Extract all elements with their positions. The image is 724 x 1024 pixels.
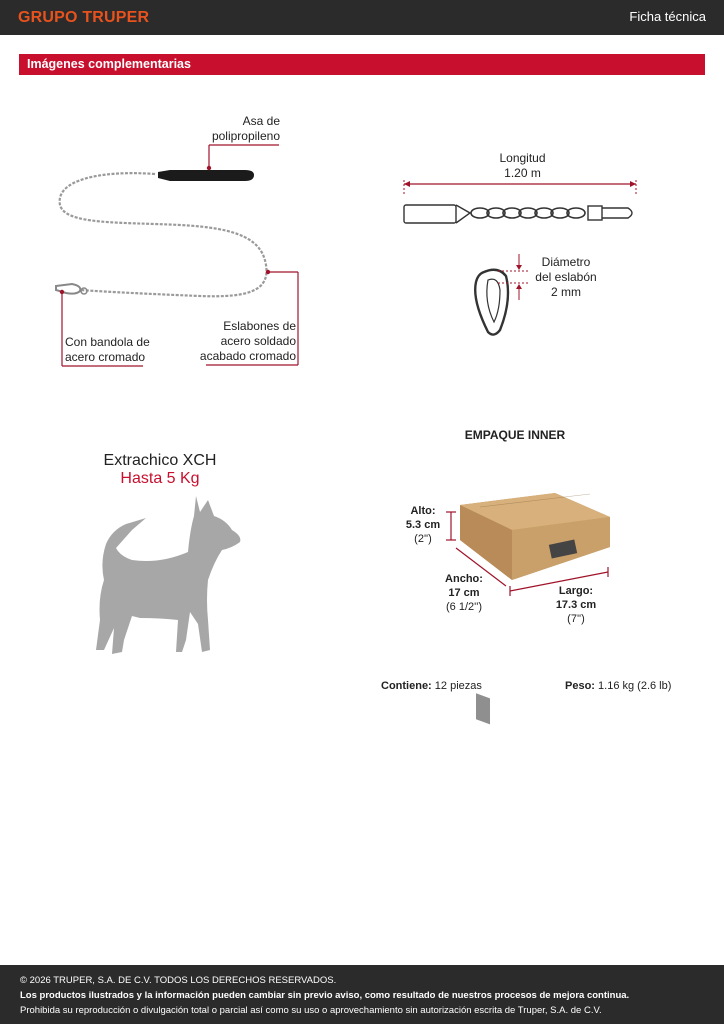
footer-copyright: © 2026 TRUPER, S.A. DE C.V. TODOS LOS DERECHOS RESERVADOS.: [20, 975, 337, 986]
contains-info: Contiene: 12 piezas: [381, 680, 482, 692]
clip-label: Con bandola de acero cromado: [65, 335, 150, 364]
diameter-label: Diámetro del eslabón 2 mm: [535, 255, 597, 299]
length-label: Longitud 1.20 m: [499, 151, 546, 180]
size-label: Extrachico XCH Hasta 5 Kg: [103, 452, 217, 487]
handle-label: Asa de polipropileno: [211, 114, 280, 143]
brand-logo: GRUPO TRUPER: [18, 9, 150, 26]
weight-info: Peso: 1.16 kg (2.6 lb): [565, 680, 672, 692]
links-label: Eslabones de acero soldado acabado cromado: [199, 319, 296, 363]
largo-label: Largo: 17.3 cm (7''): [555, 585, 597, 625]
footer-legal: Prohibida su reproducción o divulgación total o parcial así como su uso o aprovechamiento sin autorización escrita de Truper, S.A. de C.V.: [20, 1005, 602, 1016]
footer-notice: Los productos ilustrados y la información pueden cambiar sin previo aviso, como resultado de nuestros procesos de mejora continua.: [20, 990, 630, 1001]
alto-label: Alto: 5.3 cm (2''): [405, 505, 441, 545]
ancho-label: Ancho: 17 cm (6 1/2''): [445, 573, 483, 613]
package-title: EMPAQUE INNER: [464, 428, 566, 442]
document-type: Ficha técnica: [629, 9, 706, 24]
section-title: Imágenes complementarias: [27, 57, 191, 71]
footer: [0, 965, 724, 1024]
